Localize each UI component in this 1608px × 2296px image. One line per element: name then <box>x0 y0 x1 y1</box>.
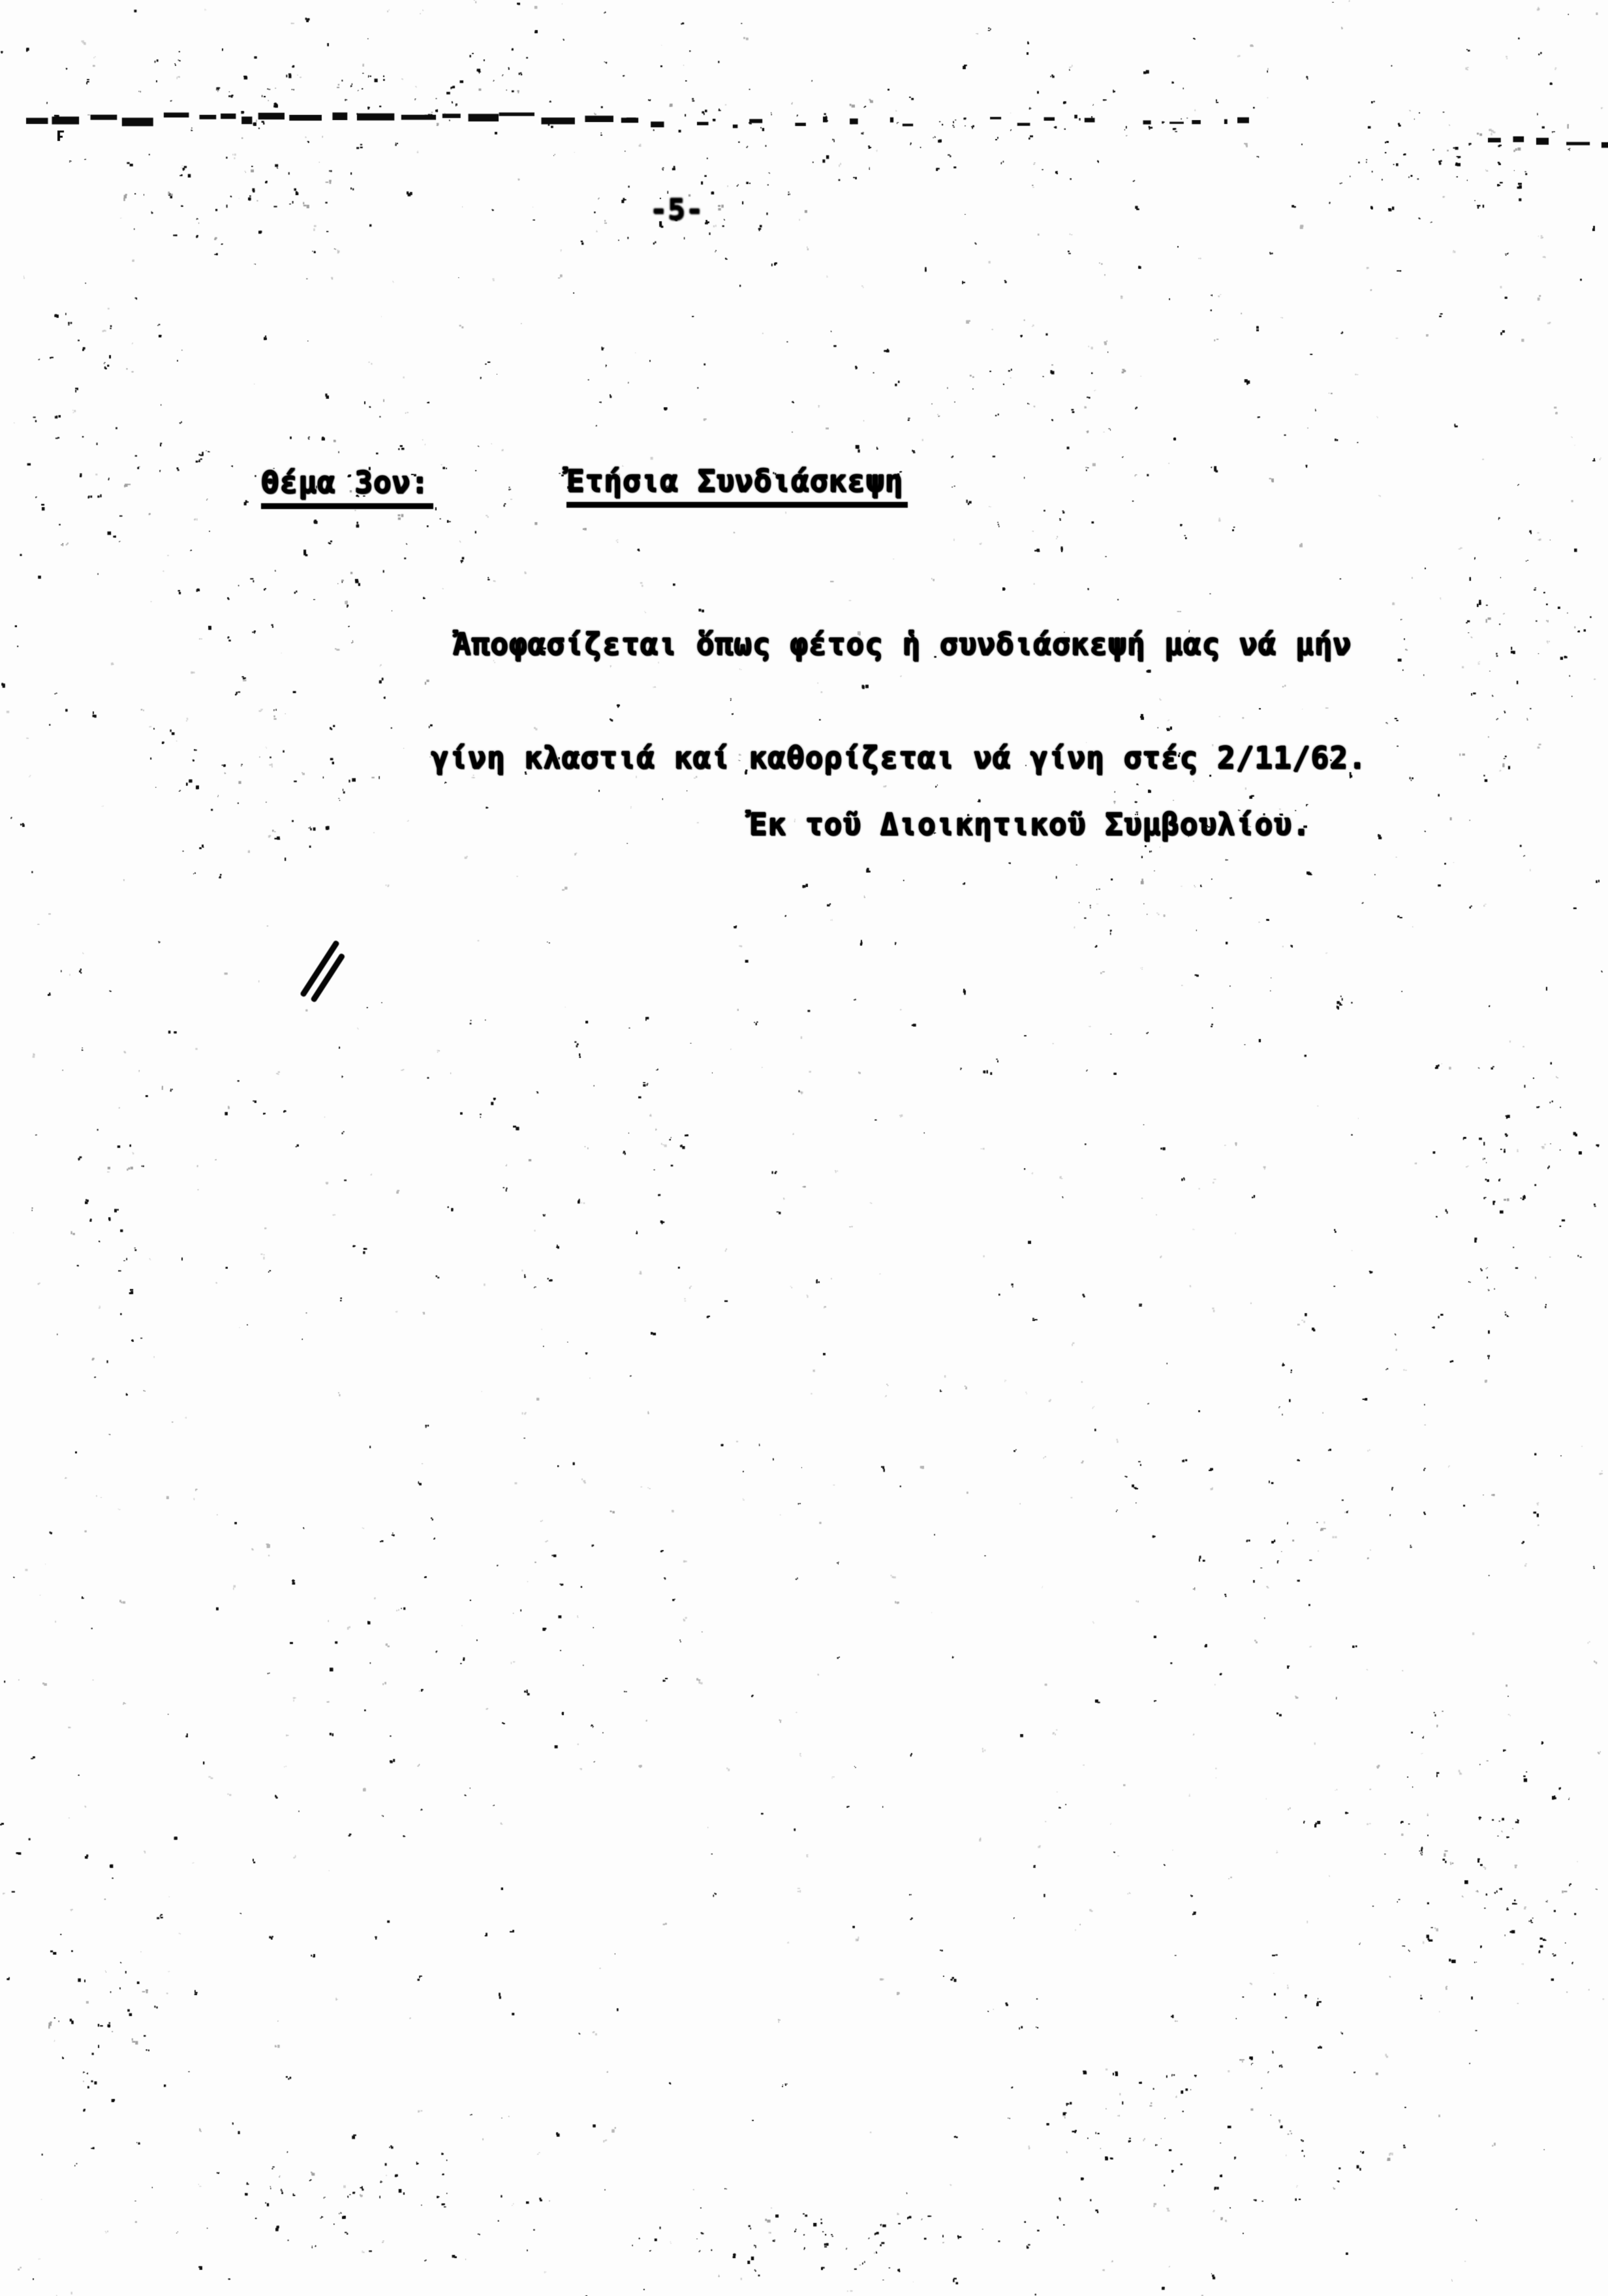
body-line-2: γίνη κλαστιά καί καθορίζεται νά γίνη στές 2/11/62. <box>431 740 1367 775</box>
body-line-1: Ἀποφασίζεται ὅπως φέτος ἡ συνδιάσκεψή μας νά μήν <box>453 627 1352 662</box>
topic-label <box>261 465 433 500</box>
page-number: -5- <box>650 193 704 226</box>
closing-line: Ἐκ τοῦ Διοικητικοῦ Συμβουλίου. <box>749 807 1311 842</box>
topic-label-text: Θέμα 3ον: <box>261 465 433 509</box>
topic-title <box>566 463 908 499</box>
topic-title-text: Ἐτήσια Συνδιάσκεψη <box>566 463 908 508</box>
